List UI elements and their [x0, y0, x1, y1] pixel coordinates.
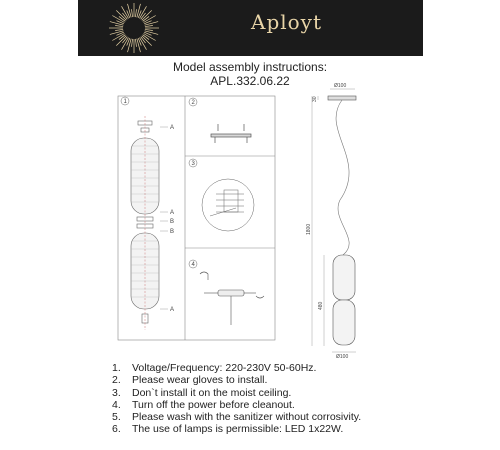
instruction-item: 5. Please wash with the sanitizer without corrosivity. [112, 411, 362, 424]
panel-number-4: 4 [191, 262, 195, 268]
brand-header [78, 0, 423, 56]
dim-total-height: 1800 [306, 223, 312, 235]
wiring-detail [202, 179, 254, 231]
callout-a-mid: A [170, 210, 175, 216]
sunburst-ray [145, 31, 159, 35]
canopy-bracket [211, 124, 251, 143]
title-line-1: Model assembly instructions: [172, 60, 328, 74]
sunburst-ray [119, 16, 125, 21]
dim-top-width: Ø100 [334, 83, 347, 89]
dim-body-height: 480 [318, 301, 324, 310]
sunburst-ray [132, 9, 133, 17]
sunburst-ray [122, 13, 127, 19]
sunburst-ray [141, 13, 146, 19]
sunburst-ray [137, 4, 141, 18]
sunburst-ray [132, 39, 133, 47]
dim-canopy-height: 30 [312, 96, 318, 102]
sunburst-icon [78, 0, 188, 56]
callout-b-lower: B [170, 229, 175, 235]
document-title [0, 60, 500, 88]
sunburst-ray [145, 22, 159, 26]
brand-name: Aployt [251, 10, 323, 34]
sunburst-ray [143, 16, 149, 21]
sunburst-ray [119, 35, 125, 40]
instruction-item: 2. Please wear gloves to install. [112, 374, 268, 387]
panel-number-3: 3 [191, 161, 195, 167]
wire-attach-detail [200, 272, 264, 325]
callout-a-bottom: A [170, 307, 175, 313]
sunburst-ray [128, 4, 132, 18]
instruction-item: 1. Voltage/Frequency: 220-230V 50-60Hz. [112, 362, 317, 374]
sunburst-ray [115, 26, 123, 27]
sunburst-ray [145, 26, 153, 27]
callout-a-top: A [170, 125, 175, 131]
instructions-list [112, 362, 361, 436]
dim-bottom-width: Ø100 [336, 354, 349, 360]
instruction-item: 6. The use of lamps is permissible: LED 1x22W. [112, 423, 344, 436]
sunburst-ray [141, 37, 146, 43]
instruction-item: 4. Turn off the power before cleanout. [112, 398, 295, 411]
sunburst-ray [145, 29, 153, 30]
assembled-pendant [328, 96, 356, 345]
panel-number-2: 2 [191, 100, 195, 106]
panel-number-1: 1 [123, 99, 127, 105]
instruction-item: 3. Don`t install it on the moist ceiling. [112, 386, 292, 399]
sunburst-ray [115, 29, 123, 30]
model-number: APL.332.06.22 [210, 74, 290, 88]
sunburst-ray [137, 39, 141, 53]
sunburst-ray [143, 35, 149, 40]
sunburst-ray [122, 37, 127, 43]
sunburst-ray [110, 22, 124, 26]
sunburst-ray [128, 39, 132, 53]
sunburst-ray [135, 9, 136, 17]
assembly-diagram [0, 83, 500, 360]
sunburst-ray [110, 31, 124, 35]
sunburst-ray [135, 39, 136, 47]
callout-b-upper: B [170, 219, 175, 225]
